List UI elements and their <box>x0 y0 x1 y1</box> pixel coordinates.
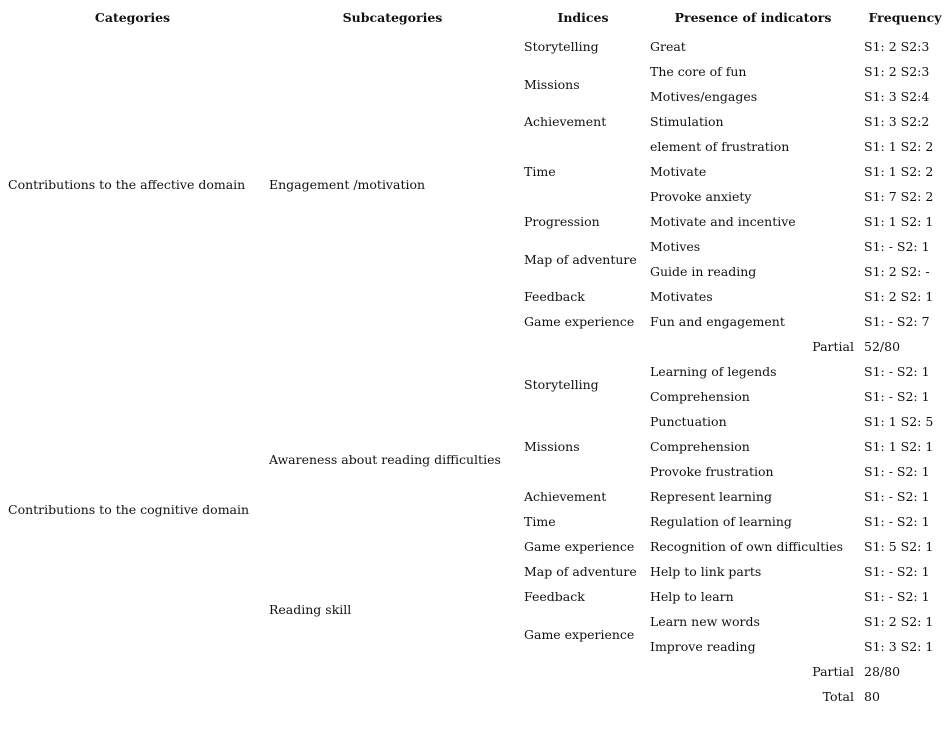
frequency-cell: S1: - S2: 7 <box>864 314 930 329</box>
partial-row <box>0 659 950 684</box>
indicator-cell: Great <box>650 39 686 54</box>
total-row <box>0 684 950 709</box>
frequency-cell: S1: 1 S2: 1 <box>864 214 934 229</box>
category-cell: Contributions to the cognitive domain <box>8 501 250 517</box>
empty-cell <box>0 334 646 359</box>
indicator-cell: Provoke frustration <box>650 464 774 479</box>
indicator-cell: Stimulation <box>650 114 724 129</box>
frequency-cell: S1: - S2: 1 <box>864 564 930 579</box>
indicator-cell: The core of fun <box>650 64 747 79</box>
indicator-cell: Motivate and incentive <box>650 214 796 229</box>
partial-row <box>0 334 950 359</box>
subcategory-cell: Reading skill <box>269 601 352 617</box>
frequency-cell: S1: 2 S2:3 <box>864 39 930 54</box>
index-cell: Feedback <box>524 289 585 304</box>
index-cell: Achievement <box>524 489 607 504</box>
indicator-cell: Comprehension <box>650 439 750 454</box>
header-subcategories: Subcategories <box>342 9 443 25</box>
partial-label: Partial <box>812 664 854 679</box>
indicator-cell: Represent learning <box>650 489 772 504</box>
index-cell: Time <box>524 164 556 179</box>
empty-cell <box>0 659 646 684</box>
frequency-cell: S1: 2 S2: - <box>864 264 930 279</box>
indicator-cell: Guide in reading <box>650 264 757 279</box>
indicator-cell: Regulation of learning <box>650 514 792 529</box>
frequency-cell: S1: - S2: 1 <box>864 239 930 254</box>
index-cell: Storytelling <box>524 39 599 54</box>
indicator-cell: Fun and engagement <box>650 314 785 329</box>
frequency-cell: S1: - S2: 1 <box>864 464 930 479</box>
frequency-cell: S1: 2 S2:3 <box>864 64 930 79</box>
frequency-cell: S1: - S2: 1 <box>864 589 930 604</box>
index-cell: Map of adventure <box>524 251 637 267</box>
index-cell: Progression <box>524 214 600 229</box>
index-cell: Game experience <box>524 314 635 329</box>
subcategory-cell: Engagement /motivation <box>269 176 426 192</box>
frequency-cell: S1: 3 S2: 1 <box>864 639 934 654</box>
partial-label: Partial <box>812 339 854 354</box>
frequency-cell: S1: 5 S2: 1 <box>864 539 934 554</box>
frequency-cell: S1: 1 S2: 2 <box>864 164 934 179</box>
indicator-cell: Improve reading <box>650 639 756 654</box>
indicator-cell: Learn new words <box>650 614 760 629</box>
frequency-cell: S1: 3 S2:4 <box>864 89 930 104</box>
indicator-cell: Provoke anxiety <box>650 189 752 204</box>
indicator-cell: Learning of legends <box>650 364 777 379</box>
indicator-cell: Motivate <box>650 164 707 179</box>
partial-value: 28/80 <box>864 664 901 679</box>
indicator-cell: Help to link parts <box>650 564 762 579</box>
category-cell: Contributions to the affective domain <box>8 176 246 192</box>
frequency-cell: S1: 3 S2:2 <box>864 114 930 129</box>
header-indicators: Presence of indicators <box>674 9 832 25</box>
index-cell: Game experience <box>524 626 635 642</box>
total-value: 80 <box>864 689 880 704</box>
total-label: Total <box>822 689 854 704</box>
index-cell: Missions <box>524 439 580 454</box>
indicator-cell: Motives/engages <box>650 89 758 104</box>
indicator-cell: Comprehension <box>650 389 750 404</box>
index-cell: Feedback <box>524 589 585 604</box>
indicator-cell: Motivates <box>650 289 713 304</box>
frequency-cell: S1: 1 S2: 1 <box>864 439 934 454</box>
index-cell: Game experience <box>524 539 635 554</box>
frequency-cell: S1: 2 S2: 1 <box>864 614 934 629</box>
frequency-cell: S1: 7 S2: 2 <box>864 189 934 204</box>
index-cell: Storytelling <box>524 376 599 392</box>
frequency-cell: S1: - S2: 1 <box>864 489 930 504</box>
frequency-cell: S1: 1 S2: 5 <box>864 414 934 429</box>
indicator-cell: Help to learn <box>650 589 734 604</box>
header-row <box>0 0 950 34</box>
indicator-cell: Recognition of own difficulties <box>650 539 844 554</box>
table-row <box>0 34 950 59</box>
header-indices: Indices <box>557 9 609 25</box>
frequency-cell: S1: - S2: 1 <box>864 389 930 404</box>
header-frequency: Frequency <box>868 9 942 25</box>
indicator-cell: Motives <box>650 239 701 254</box>
index-cell: Achievement <box>524 114 607 129</box>
frequency-cell: S1: - S2: 1 <box>864 514 930 529</box>
frequency-cell: S1: 2 S2: 1 <box>864 289 934 304</box>
table-row <box>0 359 950 384</box>
frequency-cell: S1: - S2: 1 <box>864 364 930 379</box>
index-cell: Time <box>524 514 556 529</box>
header-categories: Categories <box>94 9 171 25</box>
subcategory-cell: Awareness about reading difficulties <box>269 451 501 467</box>
empty-cell <box>0 684 646 709</box>
indicator-cell: element of frustration <box>650 139 790 154</box>
indicator-cell: Punctuation <box>650 414 727 429</box>
index-cell: Missions <box>524 76 580 92</box>
table-body <box>0 34 950 709</box>
index-cell: Map of adventure <box>524 564 637 579</box>
frequency-cell: S1: 1 S2: 2 <box>864 139 934 154</box>
partial-value: 52/80 <box>864 339 901 354</box>
